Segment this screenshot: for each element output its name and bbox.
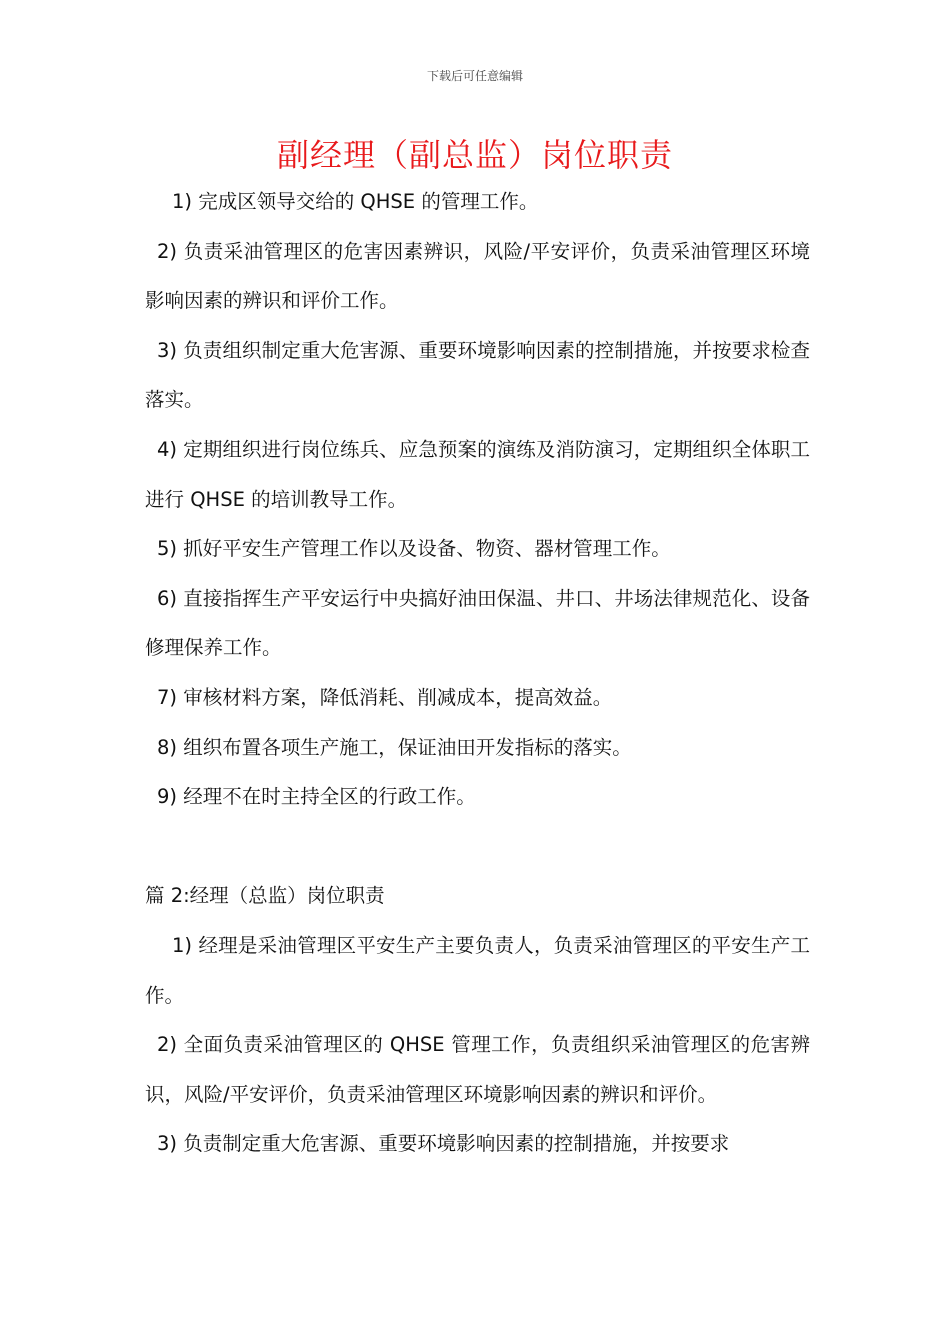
blank-line	[145, 822, 810, 872]
section-2-item-3: 3) 负责制定重大危害源、重要环境影响因素的控制措施，并按要求	[157, 1132, 730, 1156]
duty-item-4: 4) 定期组织进行岗位练兵、应急预案的演练及消防演习，定期组织全体职工进行 QHSE 的培训教导工作。	[145, 437, 810, 511]
duty-item-3: 3) 负责组织制定重大危害源、重要环境影响因素的控制措施，并按要求检查落实。	[145, 338, 810, 412]
duty-item-7: 7) 审核材料方案，降低消耗、削减成本，提高效益。	[157, 685, 613, 709]
header-note: 下载后可任意编辑	[426, 69, 523, 83]
duty-item-2: 2) 负责采油管理区的危害因素辨识，风险/平安评价，负责采油管理区环境影响因素的辨识和评价工作。	[145, 239, 810, 313]
page-title: 副经理（副总监）岗位职责	[276, 136, 673, 174]
duty-item-9: 9) 经理不在时主持全区的行政工作。	[157, 785, 476, 809]
section-2-item-2: 2) 全面负责采油管理区的 QHSE 管理工作，负责组织采油管理区的危害辨识，风险/平安评价，负责采油管理区环境影响因素的辨识和评价。	[145, 1033, 810, 1106]
document-body	[145, 177, 810, 1169]
duty-item-1: 1) 完成区领导交给的 QHSE 的管理工作。	[172, 190, 539, 213]
section-2-heading: 篇 2:经理（总监）岗位职责	[145, 884, 385, 908]
duty-item-6: 6) 直接指挥生产平安运行中央搞好油田保温、井口、井场法律规范化、设备修理保养工作。	[145, 586, 810, 660]
duty-item-8: 8) 组织布置各项生产施工，保证油田开发指标的落实。	[157, 735, 632, 759]
duty-item-5: 5) 抓好平安生产管理工作以及设备、物资、器材管理工作。	[157, 537, 671, 561]
section-2-item-1: 1) 经理是采油管理区平安生产主要负责人，负责采油管理区的平安生产工作。	[145, 933, 810, 1007]
